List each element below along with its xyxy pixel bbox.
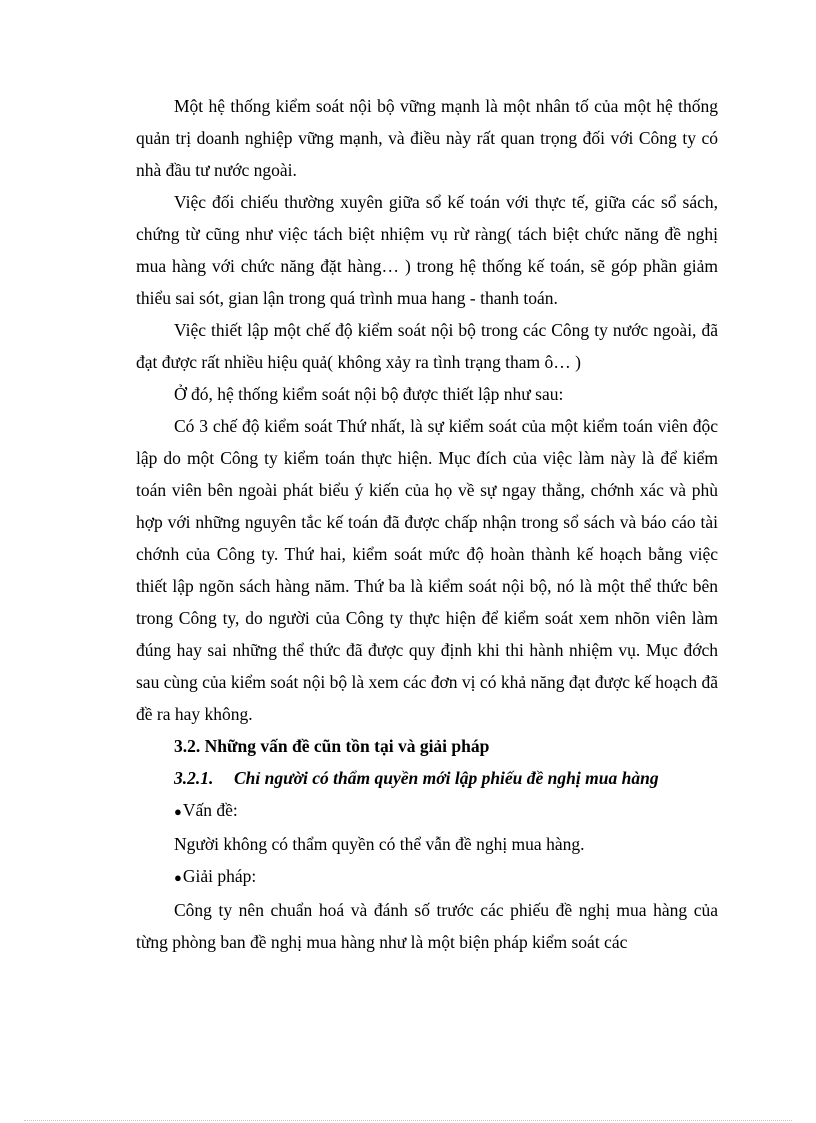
bullet-icon: ●	[174, 804, 182, 819]
paragraph-internal-control-importance: Một hệ thống kiểm soát nội bộ vững mạnh là một nhân tố của một hệ thống quản trị doanh nghiệp vững mạnh, và điều này rất quan trọng đối với Công ty có nhà đầu tư nước ngoài.	[136, 96, 718, 180]
paragraph-foreign-companies: Việc thiết lập một chế độ kiểm soát nội bộ trong các Công ty nước ngoài, đã đạt được rất nhiều hiệu quả( không xảy ra tình trạng tham ô… )	[136, 320, 718, 372]
issue-bullet	[136, 794, 718, 828]
issue-text: Người không có thẩm quyền có thể vẫn đề nghị mua hàng.	[174, 834, 585, 854]
issue-label: Vấn đề:	[182, 800, 238, 820]
paragraph-setup-intro: Ở đó, hệ thống kiểm soát nội bộ được thiết lập như sau:	[174, 384, 564, 404]
solution-bullet	[136, 860, 718, 894]
subsection-title: Chỉ người có thẩm quyền mới lập phiếu đề nghị mua hàng	[234, 768, 659, 788]
solution-label: Giải pháp:	[182, 866, 257, 886]
document-page	[136, 90, 718, 958]
solution-text: Công ty nên chuẩn hoá và đánh số trước các phiếu đề nghị mua hàng của từng phòng ban đề nghị mua hàng như là một biện pháp kiểm soát các	[136, 900, 718, 952]
paragraph-reconciliation: Việc đối chiếu thường xuyên giữa sổ kế toán với thực tế, giữa các sổ sách, chứng từ cũng như việc tách biệt nhiệm vụ rừ ràng( tách biệt chức năng đề nghị mua hàng với chức năng đặt hàng… ) trong hệ thống kế toán, sẽ góp phần giảm thiểu sai sót, gian lận trong quá trình mua hang - thanh toán.	[136, 192, 718, 308]
page-bottom-divider	[24, 1120, 792, 1121]
subsection-number: 3.2.1.	[174, 768, 214, 788]
bullet-icon: ●	[174, 870, 182, 885]
section-heading: 3.2. Những vấn đề cũn tồn tại và giải pháp	[174, 736, 490, 756]
subsection-heading	[136, 762, 718, 794]
paragraph-three-controls: Có 3 chế độ kiểm soát Thứ nhất, là sự kiểm soát của một kiểm toán viên độc lập do một Công ty kiểm toán thực hiện. Mục đích của việc làm này là để kiểm toán viên bên ngoài phát biểu ý kiến của họ về sự ngay thẳng, chớnh xác và phù hợp với những nguyên tắc kế toán đã được chấp nhận trong sổ sách và báo cáo tài chớnh của Công ty. Thứ hai, kiểm soát mức độ hoàn thành kế hoạch bằng việc thiết lập ngõn sách hàng năm. Thứ ba là kiểm soát nội bộ, nó là một thể thức bên trong Công ty, do người của Công ty thực hiện để kiểm soát xem nhõn viên làm đúng hay sai những thể thức đã được quy định khi thi hành nhiệm vụ. Mục đớch sau cùng của kiểm soát nội bộ là xem các đơn vị có khả năng đạt được kế hoạch đã đề ra hay không.	[136, 416, 718, 724]
